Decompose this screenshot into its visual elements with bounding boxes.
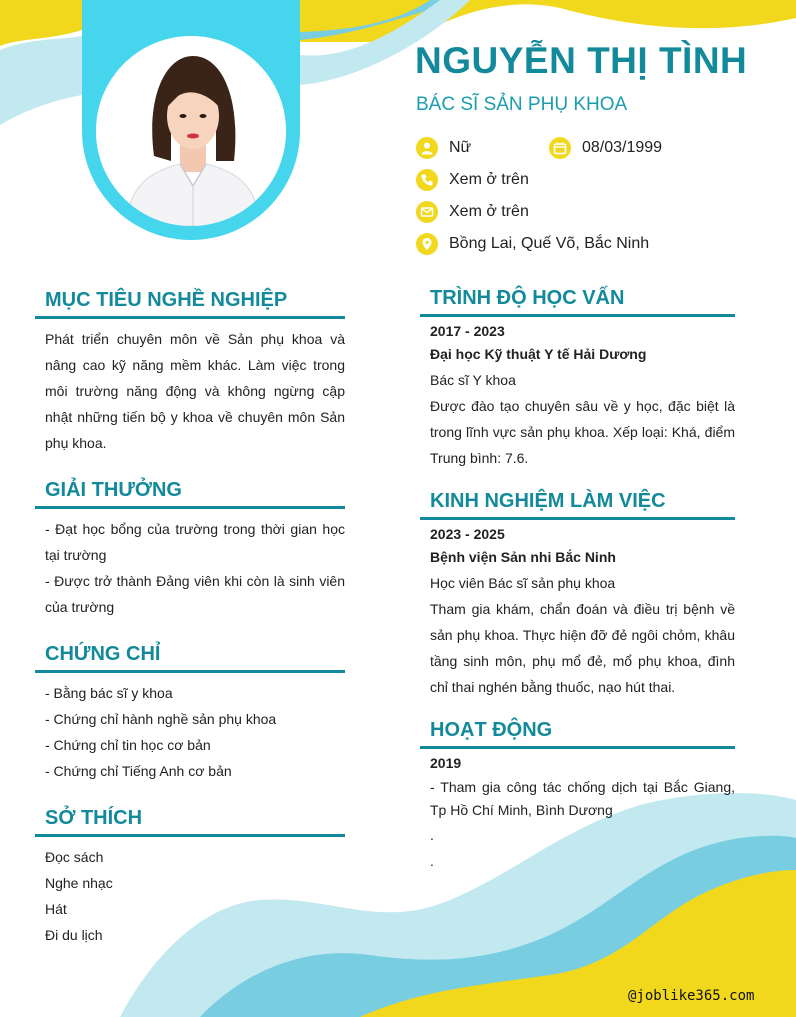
address-value: Bồng Lai, Quế Võ, Bắc Ninh bbox=[449, 235, 650, 252]
activities-period: 2019 bbox=[430, 755, 462, 771]
certificate-item: - Chứng chỉ hành nghề sản phụ khoa bbox=[45, 711, 277, 727]
phone-value: Xem ở trên bbox=[449, 171, 529, 188]
activities-section bbox=[420, 719, 735, 874]
hobbies-heading: SỞ THÍCH bbox=[35, 807, 345, 837]
award-item: - Đạt học bổng của trường trong thời gian học tại trường bbox=[45, 521, 345, 563]
experience-company: Bệnh viện Sản nhi Bắc Ninh bbox=[430, 549, 616, 565]
top-light-wave bbox=[0, 36, 82, 125]
hobby-item: Nghe nhạc bbox=[45, 875, 113, 891]
hobby-item: Đọc sách bbox=[45, 849, 104, 865]
experience-position: Học viên Bác sĩ sản phụ khoa bbox=[430, 575, 616, 591]
awards-heading: GIẢI THƯỞNG bbox=[35, 479, 345, 509]
education-heading: TRÌNH ĐỘ HỌC VẤN bbox=[420, 287, 735, 317]
profile-photo bbox=[96, 36, 286, 226]
watermark: @joblike365.com bbox=[628, 988, 755, 1004]
contact-email bbox=[416, 201, 529, 223]
certificate-item: - Chứng chỉ Tiếng Anh cơ bản bbox=[45, 763, 232, 779]
education-period: 2017 - 2023 bbox=[430, 323, 505, 339]
job-title: BÁC SĨ SẢN PHỤ KHOA bbox=[416, 94, 628, 115]
calendar-icon bbox=[549, 137, 571, 159]
objective-section bbox=[35, 289, 345, 456]
certificates-section bbox=[35, 643, 345, 784]
contact-address bbox=[416, 233, 649, 255]
phone-icon bbox=[416, 169, 438, 191]
hobby-item: Đi du lịch bbox=[45, 927, 103, 943]
hobbies-section bbox=[35, 807, 345, 948]
certificate-item: - Chứng chỉ tin học cơ bản bbox=[45, 737, 211, 753]
contact-dob bbox=[549, 137, 662, 159]
education-degree: Bác sĩ Y khoa bbox=[430, 372, 516, 388]
activity-line: . bbox=[430, 853, 434, 869]
activity-line: - Tham gia công tác chống dịch tại Bắc Giang, Tp Hồ Chí Minh, Bình Dương bbox=[430, 779, 735, 818]
user-icon bbox=[416, 137, 438, 159]
mail-icon bbox=[416, 201, 438, 223]
certificates-heading: CHỨNG CHỈ bbox=[35, 643, 345, 673]
experience-period: 2023 - 2025 bbox=[430, 526, 505, 542]
candidate-name: NGUYỄN THỊ TÌNH bbox=[415, 40, 748, 81]
gender-value: Nữ bbox=[449, 139, 472, 156]
activities-heading: HOẠT ĐỘNG bbox=[420, 719, 735, 749]
objective-heading: MỤC TIÊU NGHỀ NGHIỆP bbox=[35, 289, 345, 319]
dob-value: 08/03/1999 bbox=[582, 139, 663, 156]
location-pin-icon bbox=[416, 233, 438, 255]
experience-description: Tham gia khám, chẩn đoán và điều trị bệnh về sản phụ khoa. Thực hiện đỡ đẻ ngôi chỏm, khâu tầng sinh môn, phụ mổ đẻ, mổ phụ khoa, đình chỉ thai nghén bằng thuốc, nạo hút thai. bbox=[430, 601, 735, 695]
education-section bbox=[420, 287, 735, 471]
award-item: - Được trở thành Đảng viên khi còn là sinh viên của trường bbox=[45, 573, 345, 615]
experience-section bbox=[420, 490, 735, 700]
portrait-illustration bbox=[96, 36, 286, 226]
education-description: Được đào tạo chuyên sâu về y học, đặc biệt là trong lĩnh vực sản phụ khoa. Xếp loại: Khá, điểm Trung bình: 7.6. bbox=[430, 398, 735, 466]
email-value: Xem ở trên bbox=[449, 203, 529, 220]
objective-text: Phát triển chuyên môn về Sản phụ khoa và nâng cao kỹ năng mềm khác. Làm việc trong môi trường năng động và không ngừng cập nhật những tiến bộ y khoa về chuyên môn Sản phụ khoa. bbox=[45, 331, 345, 451]
contact-gender bbox=[416, 137, 471, 159]
hobby-item: Hát bbox=[45, 901, 67, 917]
certificate-item: - Bằng bác sĩ y khoa bbox=[45, 685, 173, 701]
education-school: Đại học Kỹ thuật Y tế Hải Dương bbox=[430, 346, 647, 362]
activity-line: . bbox=[430, 827, 434, 843]
experience-heading: KINH NGHIỆM LÀM VIỆC bbox=[420, 490, 735, 520]
awards-section bbox=[35, 479, 345, 620]
contact-phone bbox=[416, 169, 529, 191]
